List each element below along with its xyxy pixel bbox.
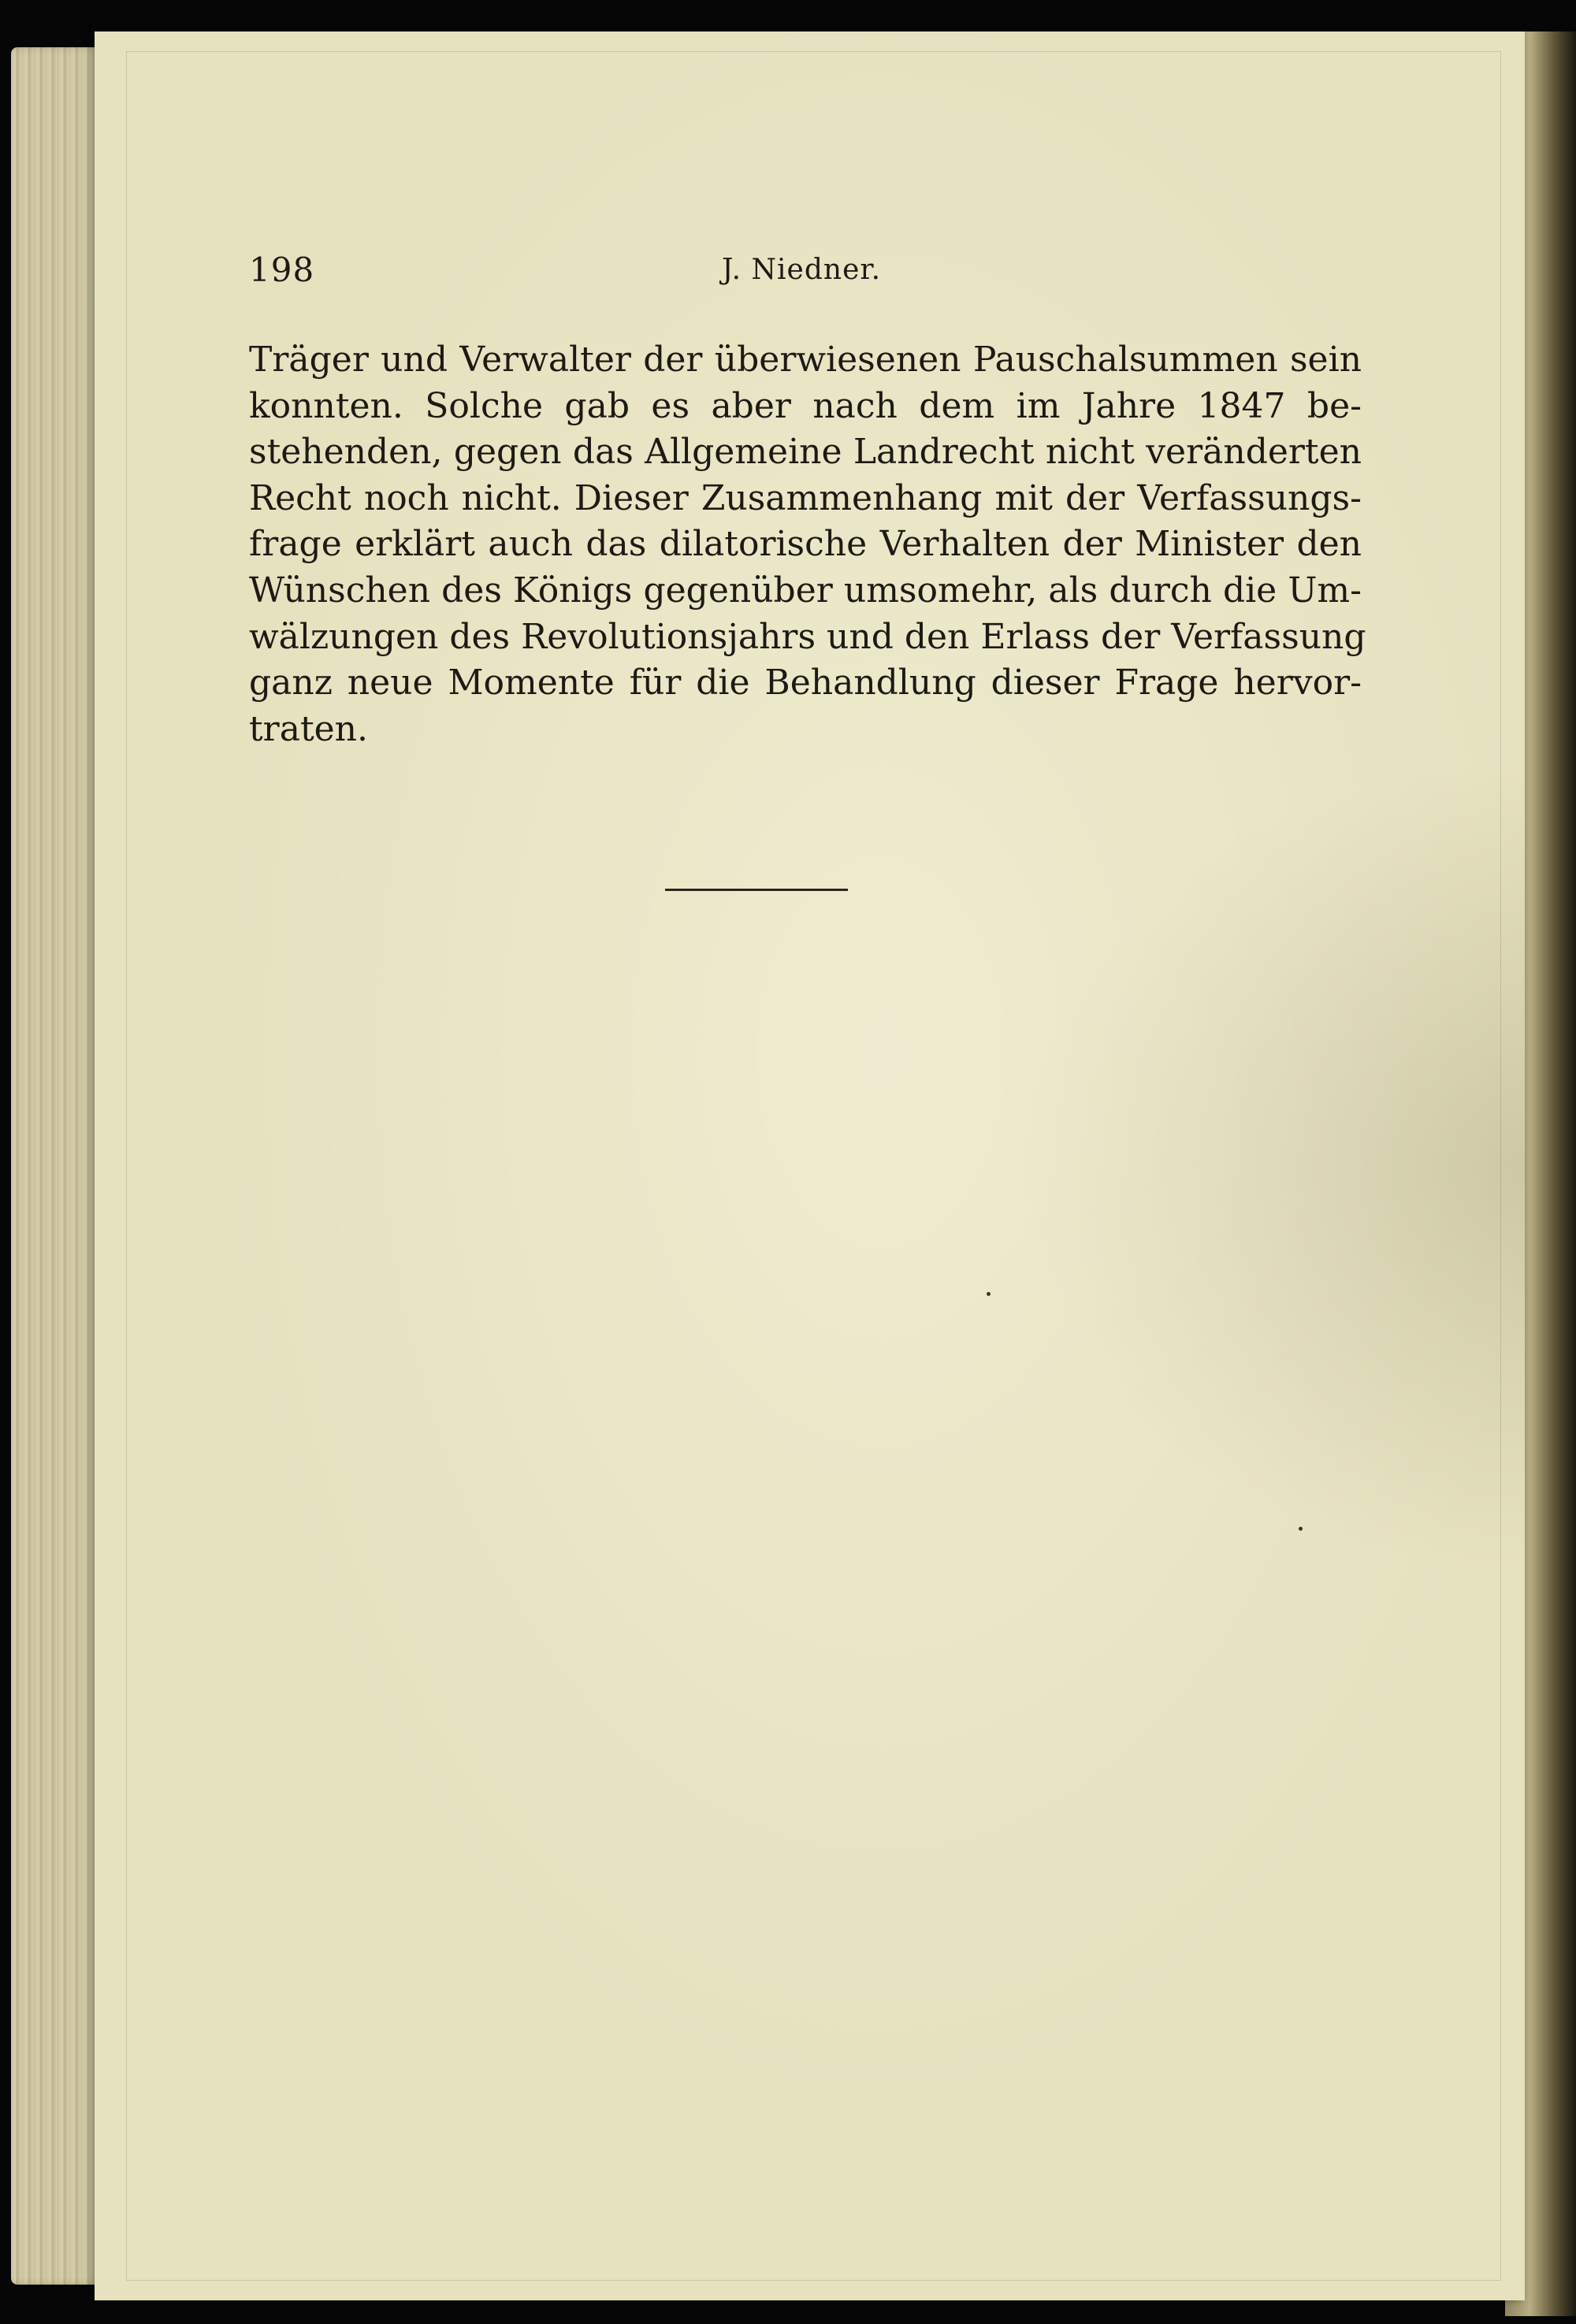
paper-speck <box>987 1292 991 1296</box>
text-line: frage erklärt auch das dilatorische Verhalten der Minister den <box>249 524 1362 565</box>
text-line: stehenden, gegen das Allgemeine Landrecht nicht veränderten <box>249 432 1362 473</box>
text-line: ganz neue Momente für die Behandlung dieser Frage hervor- <box>249 663 1362 704</box>
text-line: Wünschen des Königs gegenüber umsomehr, als durch die Um- <box>249 570 1362 611</box>
running-title: J. Niedner. <box>722 254 882 286</box>
text-line: wälzungen des Revolutionsjahrs und den Erlass der Verfassung <box>249 616 1366 657</box>
text-line: Träger und Verwalter der überwiesenen Pauschalsummen sein <box>249 340 1362 380</box>
text-line: Recht noch nicht. Dieser Zusammenhang mit der Verfassungs- <box>249 477 1362 518</box>
paper-speck <box>1299 1527 1303 1531</box>
text-line: konnten. Solche gab es aber nach dem im Jahre 1847 be- <box>249 385 1362 426</box>
page-number: 198 <box>249 251 315 289</box>
section-end-rule <box>665 889 848 891</box>
body-paragraph <box>249 337 1366 752</box>
running-head <box>249 251 1362 298</box>
text-line: traten. <box>249 708 368 749</box>
